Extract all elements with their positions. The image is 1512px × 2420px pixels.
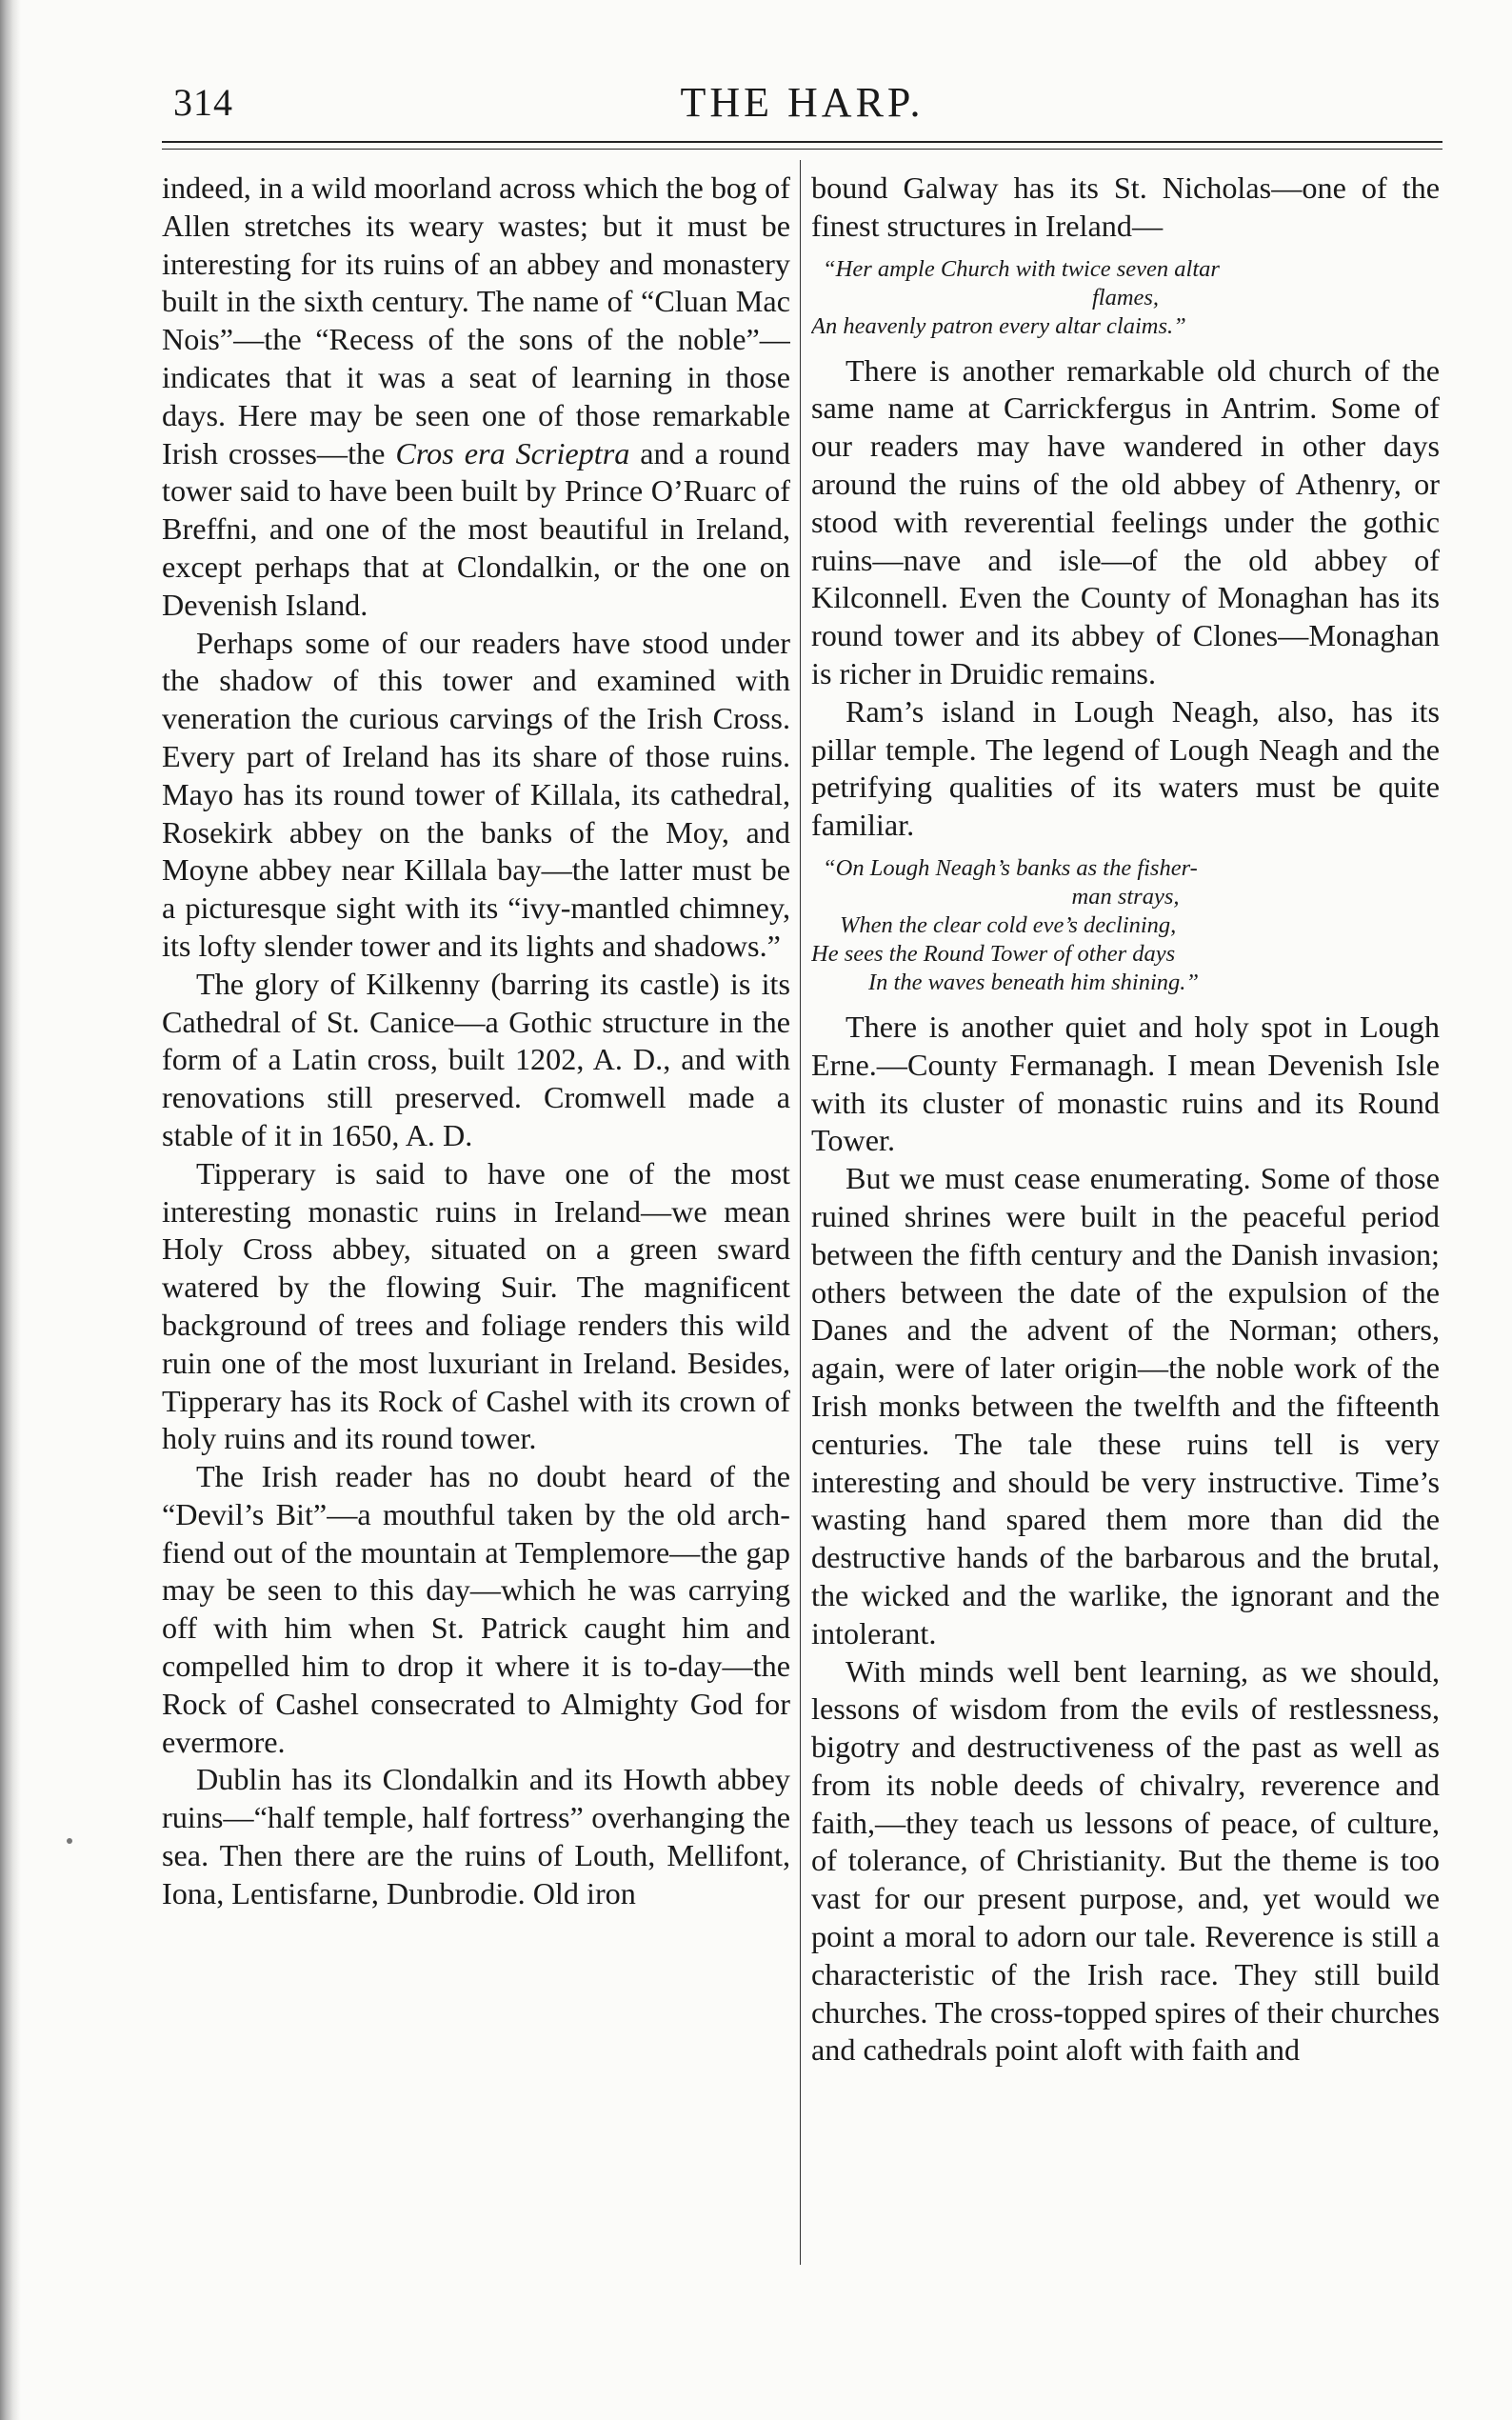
column-divider — [800, 160, 801, 2265]
paragraph: There is another quiet and holy spot in Lough Erne.—County Fermanagh. I mean Devenish Isle with its cluster of monastic ruins and its Round Tower. — [811, 1009, 1440, 1158]
binding-edge — [0, 0, 21, 2420]
paragraph-text: and a round tower said to have been built by Prince O’Ruarc of Breffni, and one of the most beautiful in Ireland, except perhaps that at Clondalkin, or the one on Devenish Island. — [162, 435, 790, 622]
right-column — [811, 170, 1440, 2274]
verse-line: flames, — [1091, 284, 1160, 310]
paragraph — [162, 170, 790, 625]
page-number: 314 — [173, 81, 233, 124]
paragraph: The glory of Kilkenny (barring its castle) is its Cathedral of St. Canice—a Gothic structure in the form of a Latin cross, built 1202, A. D., and with renovations still preserved. Cromwell made a stable of it in 1650, A. D. — [162, 966, 790, 1152]
paragraph: Dublin has its Clondalkin and its Howth abbey ruins—“half temple, half fortress” overhanging the sea. Then there are the ruins of Louth, Mellifont, Iona, Lentisfarne, Dunbrodie. Old iron — [162, 1762, 790, 1910]
verse-line: man strays, — [1071, 883, 1180, 910]
paragraph: But we must cease enumerating. Some of those ruined shrines were built in the peaceful period between the fifth century and the Danish invasion; others between the date of the expulsion of the Danes and the advent of the Norman; others, again, were of later origin—the noble work of the Irish monks between the twelfth and the fifteenth centuries. The tale these ruins tell is very interesting and should be very instructive. Time’s wasting hand spared them more than did the destructive hands of the barbarous and the brutal, the wicked and the warlike, the ignorant and the intolerant. — [811, 1161, 1440, 1650]
paragraph: With minds well bent learning, as we should, lessons of wisdom from the evils of restlessness, bigotry and destructiveness of the past as well as from its noble deeds of chivalry, reverence and faith,—they teach us lessons of peace, of culture, of tolerance, of Christianity. But the theme is too vast for our present purpose, and, yet would we point a moral to adorn our tale. Reverence is still a characteristic of the Irish race. They still build churches. The cross-topped spires of their churches and cathedrals point aloft with faith and — [811, 1653, 1440, 2068]
left-column — [162, 170, 790, 2274]
print-speck — [67, 1838, 72, 1844]
running-title: THE HARP. — [680, 79, 925, 126]
page-header — [162, 74, 1442, 131]
paragraph: Tipperary is said to have one of the most interesting monastic ruins in Ireland—we mean Holy Cross abbey, situated on a green sward watered by the flowing Suir. The magnificent background of trees and foliage renders this wild ruin one of the most luxuriant in Ireland. Besides, Tipperary has its Rock of Cashel with its crown of holy ruins and its round tower. — [162, 1155, 790, 1456]
header-rule — [162, 141, 1442, 143]
paragraph: Perhaps some of our readers have stood under the shadow of this tower and examined with veneration the curious carvings of the Irish Cross. Every part of Ireland has its share of those ruins. Mayo has its round tower of Killala, its cathedral, Rosekirk abbey on the banks of the Moy, and Moyne abbey near Killala bay—the latter must be a picturesque sight with its “ivy-mantled chimney, its lofty slender tower and its lights and shadows.” — [162, 625, 790, 963]
paragraph: bound Galway has its St. Nicholas—one of the finest structures in Ireland— — [811, 170, 1440, 243]
verse-line: He sees the Round Tower of other days — [811, 940, 1176, 967]
paragraph: Ram’s island in Lough Neagh, also, has its pillar temple. The legend of Lough Neagh and the petrifying qualities of its waters must be quite familiar. — [811, 693, 1440, 843]
verse-quote — [811, 255, 1440, 341]
verse-line: In the waves beneath him shining.” — [868, 969, 1200, 995]
verse-quote — [811, 854, 1440, 997]
verse-line: “On Lough Neagh’s banks as the fisher- — [823, 854, 1198, 881]
italic-text: Cros era Scrieptra — [395, 435, 630, 470]
verse-line: An heavenly patron every altar claims.” — [811, 312, 1186, 339]
header-rule-thin — [162, 149, 1442, 150]
paragraph-text: indeed, in a wild moorland across which the bog of Allen stretches its weary wastes; but it must be interesting for its ruins of an abbey and monastery built in the sixth century. The name of “Cluan Mac Nois”—the “Recess of the sons of the noble”—indicates that it was a seat of learning in those days. Here may be seen one of those remarkable Irish crosses—the — [162, 170, 790, 470]
paragraph: There is another remarkable old church of the same name at Carrickfergus in Antrim. Some of our readers may have wandered in other days around the ruins of the old abbey of Athenry, or stood with reverential feelings under the gothic ruins—nave and isle—of the old abbey of Kilconnell. Even the County of Monaghan has its round tower and its abbey of Clones—Monaghan is richer in Druidic remains. — [811, 352, 1440, 690]
paragraph: The Irish reader has no doubt heard of the “Devil’s Bit”—a mouthful taken by the old arch-fiend out of the mountain at Templemore—the gap may be seen to this day—which he was carrying off with him when St. Patrick caught him and compelled him to drop it where it is to-day—the Rock of Cashel consecrated to Almighty God for evermore. — [162, 1459, 790, 1759]
verse-line: “Her ample Church with twice seven altar — [823, 255, 1220, 282]
verse-line: When the clear cold eve’s declining, — [840, 911, 1177, 938]
